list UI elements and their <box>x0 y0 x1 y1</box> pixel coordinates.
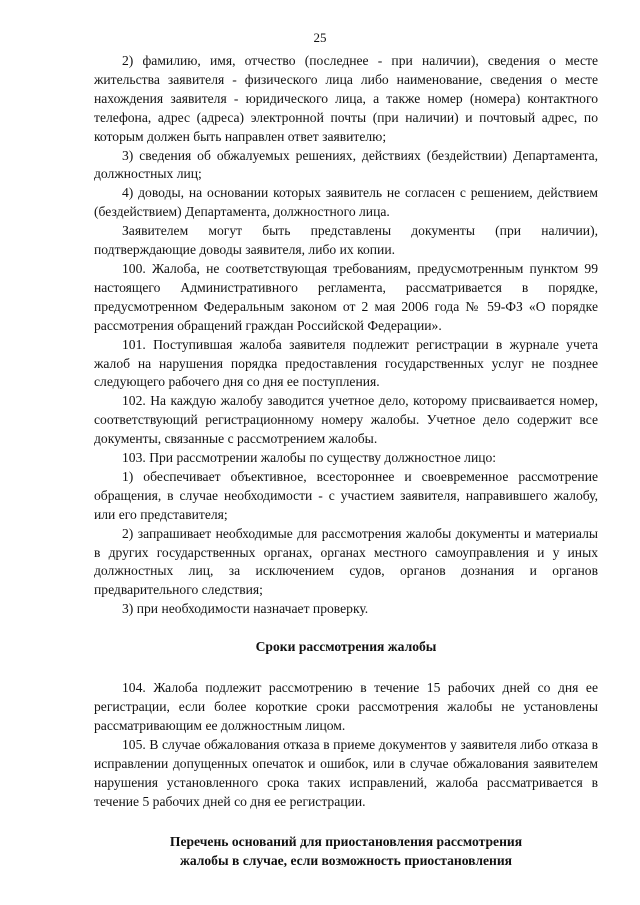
paragraph: 104. Жалоба подлежит рассмотрению в течение 15 рабочих дней со дня ее регистрации, если более короткие сроки рассмотрения жалобы не установлены рассматривающим ее должностным лицом. <box>94 680 598 733</box>
paragraph: 2) запрашивает необходимые для рассмотрения жалобы документы и материалы в других государственных органах, органах местного самоуправления и у иных должностных лиц, за исключением судов, органов дознания и органов предварительного следствия; <box>94 525 598 598</box>
page-number: 25 <box>313 30 327 45</box>
paragraph: 100. Жалоба, не соответствующая требованиям, предусмотренным пунктом 99 настоящего Административного регламента, рассматривается в порядке, предусмотренном Федеральным законом от 2 мая 2006 года № 59-ФЗ «О порядке рассмотрения обращений граждан Российской Федерации». <box>94 260 598 333</box>
paragraph: 105. В случае обжалования отказа в приеме документов у заявителя либо отказа в исправлении допущенных опечаток и ошибок, или в случае обжалования заявителем нарушения установленного срока таких исправлений, жалоба рассматривается в течение 5 рабочих дней со дня ее регистрации. <box>94 736 598 809</box>
paragraph: 102. На каждую жалобу заводится учетное дело, которому присваивается номер, соответствующий регистрационному номеру жалобы. Учетное дело содержит все документы, связанные с рассмотрением жалобы. <box>94 393 598 447</box>
section-heading <box>94 833 598 871</box>
paragraph: 103. При рассмотрении жалобы по существу должностное лицо: <box>122 450 497 466</box>
paragraph: 101. Поступившая жалоба заявителя подлежит регистрации в журнале учета жалоб на нарушения порядка предоставления государственных услуг не позднее следующего рабочего дня со дня ее поступления. <box>94 336 598 390</box>
paragraph: 3) при необходимости назначает проверку. <box>122 601 369 617</box>
paragraph: 2) фамилию, имя, отчество (последнее - при наличии), сведения о месте жительства заявителя - физического лица либо наименование, сведения о месте нахождения заявителя - юридического лица, а также номер (номера) контактного телефона, адрес (адреса) электронной почты (при наличии) и почтовый адрес, по которым должен быть направлен ответ заявителю; <box>94 53 598 144</box>
paragraph: 3) сведения об обжалуемых решениях, действиях (бездействии) Департамента, должностных лиц; <box>94 147 598 182</box>
document-body <box>94 52 598 871</box>
section-heading-line: Перечень оснований для приостановления рассмотрения <box>169 834 523 850</box>
paragraph: Заявителем могут быть представлены документы (при наличии), подтверждающие доводы заявителя, либо их копии. <box>94 223 598 258</box>
section-heading: Сроки рассмотрения жалобы <box>255 639 437 655</box>
paragraph: 4) доводы, на основании которых заявитель не согласен с решением, действием (бездействием) Департамента, должностного лица. <box>94 185 598 220</box>
paragraph: 1) обеспечивает объективное, всестороннее и своевременное рассмотрение обращения, в случае необходимости - с участием заявителя, направившего жалобу, или его представителя; <box>94 468 598 522</box>
section-heading-line: жалобы в случае, если возможность приостановления <box>179 853 513 869</box>
